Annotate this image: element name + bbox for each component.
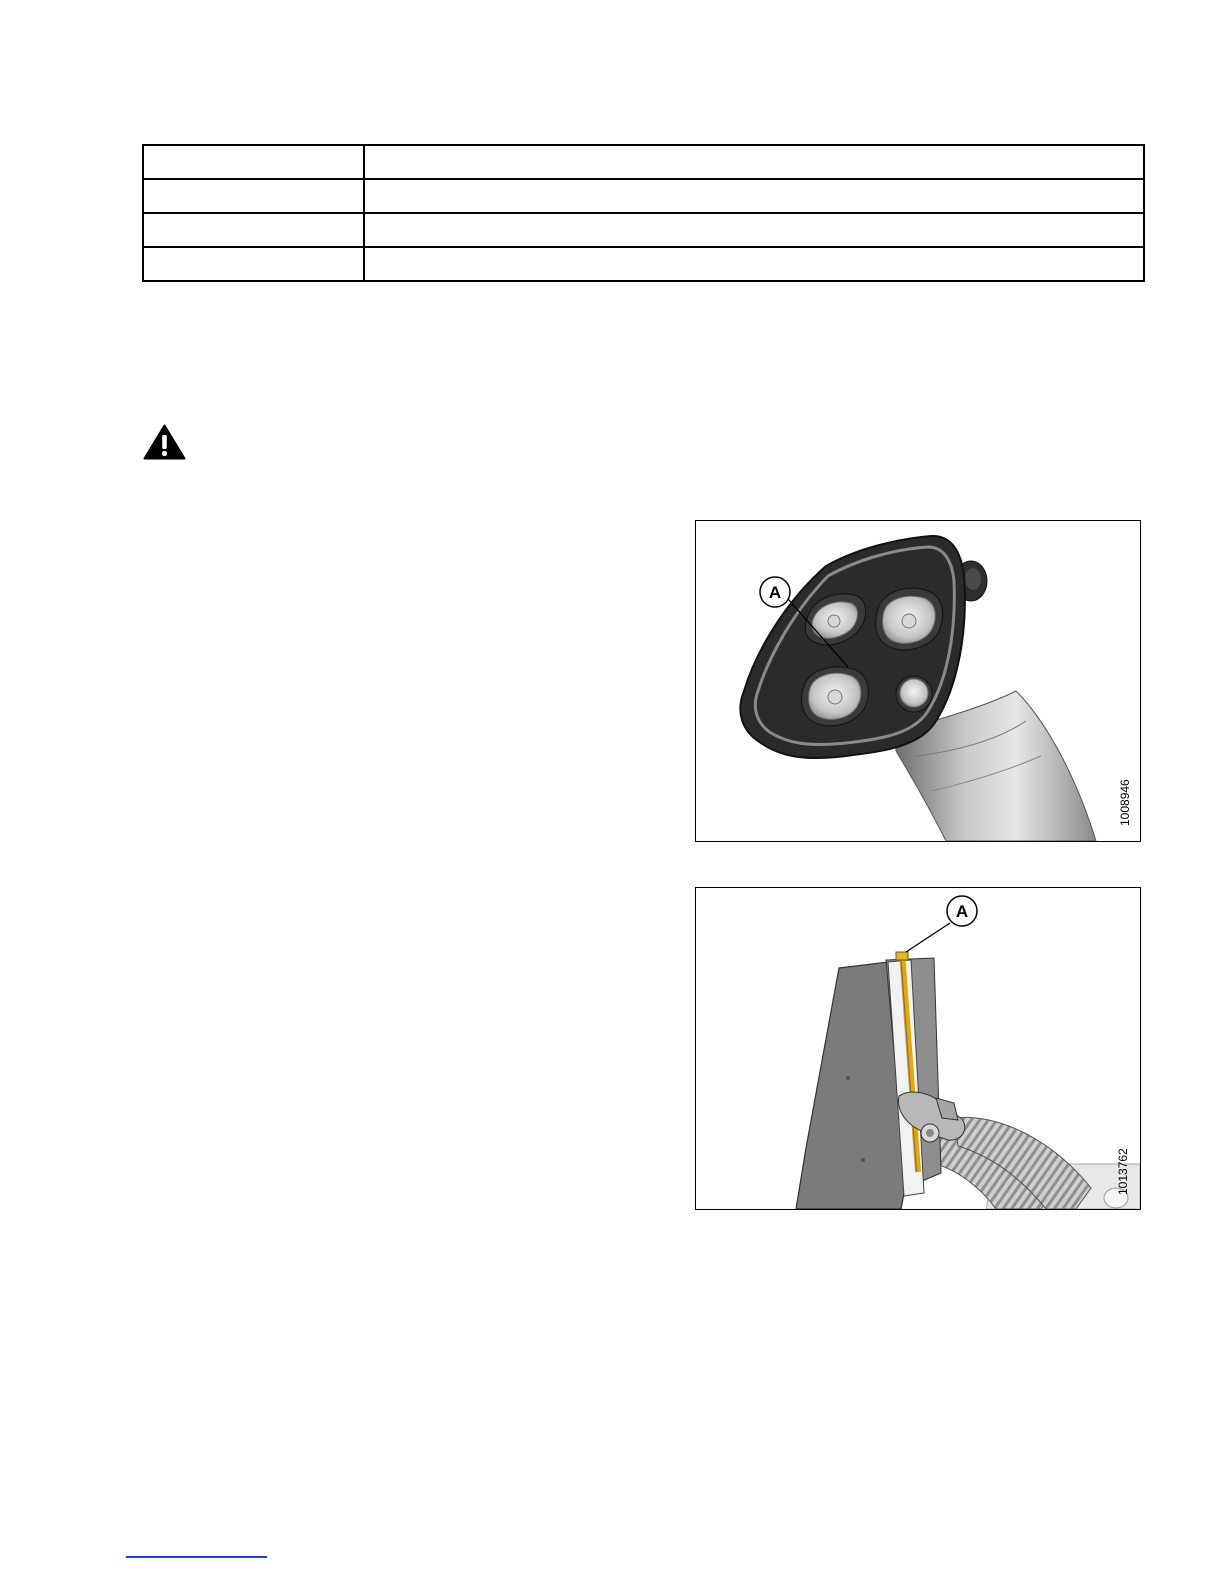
- table-row: [143, 179, 1144, 213]
- table-cell: [143, 179, 364, 213]
- figure-number: 1008946: [1118, 779, 1132, 826]
- table-row: [143, 247, 1144, 281]
- table-cell: [364, 179, 1144, 213]
- figure-joystick: [695, 520, 1141, 842]
- footer-link[interactable]: [126, 1556, 267, 1558]
- table-cell: [364, 145, 1144, 179]
- table-row: [143, 213, 1144, 247]
- rod-frame-illustration: [696, 888, 1140, 1209]
- figure-rod-frame: [695, 887, 1141, 1210]
- table-cell: [364, 247, 1144, 281]
- callout-a: A: [955, 902, 969, 921]
- table-cell: [364, 213, 1144, 247]
- button-round: [896, 676, 932, 712]
- warning-triangle-icon: [143, 424, 186, 460]
- figure-number: 1013762: [1116, 1148, 1130, 1195]
- joystick-illustration: [696, 521, 1140, 841]
- table-cell: [143, 145, 364, 179]
- table-cell: [143, 213, 364, 247]
- callout-a: A: [768, 583, 782, 602]
- table-row: [143, 145, 1144, 179]
- spec-table: [142, 144, 1145, 282]
- table-cell: [143, 247, 364, 281]
